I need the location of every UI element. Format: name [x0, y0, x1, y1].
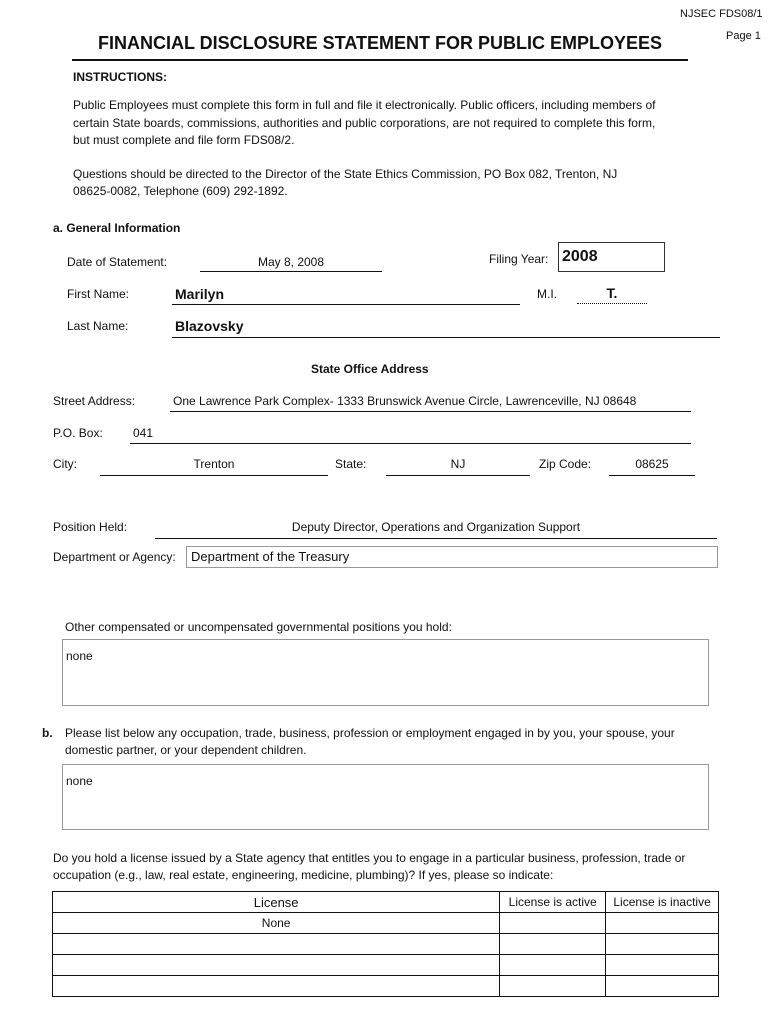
instructions-para1-line1: Public Employees must complete this form in full and file it electronically. Public officers, including members of: [73, 98, 656, 112]
instructions-para1-line3: but must complete and file form FDS08/2.: [73, 133, 295, 147]
form-id: NJSEC FDS08/1: [680, 8, 763, 20]
other-positions-label: Other compensated or uncompensated governmental positions you hold:: [65, 620, 452, 634]
filing-year-label: Filing Year:: [489, 252, 549, 266]
license-active-cell[interactable]: [500, 955, 606, 976]
table-row: [53, 934, 719, 955]
department-field[interactable]: Department of the Treasury: [186, 546, 718, 568]
position-field[interactable]: Deputy Director, Operations and Organization Support: [155, 519, 717, 539]
page-number: Page 1: [726, 30, 761, 42]
instructions-para1-line2: certain State boards, commissions, authorities and public corporations, are not required to complete this form,: [73, 116, 656, 130]
instructions-heading: INSTRUCTIONS:: [73, 70, 167, 84]
license-active-header: License is active: [500, 892, 606, 913]
table-row: [53, 913, 719, 934]
section-b-marker: b.: [42, 726, 53, 740]
po-box-label: P.O. Box:: [53, 426, 103, 440]
instructions-para2-line2: 08625-0082, Telephone (609) 292-1892.: [73, 184, 288, 198]
city-field[interactable]: Trenton: [100, 456, 328, 476]
occupation-field[interactable]: none: [62, 764, 709, 830]
license-cell[interactable]: [53, 934, 500, 955]
department-label: Department or Agency:: [53, 550, 176, 564]
zip-label: Zip Code:: [539, 457, 592, 471]
street-field[interactable]: One Lawrence Park Complex- 1333 Brunswick Avenue Circle, Lawrenceville, NJ 08648: [170, 393, 691, 412]
license-inactive-cell[interactable]: [606, 934, 719, 955]
license-inactive-cell[interactable]: [606, 955, 719, 976]
license-question-line1: Do you hold a license issued by a State agency that entitles you to engage in a particular business, profession, trade or: [53, 851, 686, 865]
first-name-label: First Name:: [67, 287, 130, 301]
instructions-para2-line1: Questions should be directed to the Director of the State Ethics Commission, PO Box 082, Trenton, NJ: [73, 167, 618, 181]
zip-field[interactable]: 08625: [609, 456, 695, 476]
license-cell[interactable]: None: [53, 913, 500, 934]
license-table-header: [53, 892, 719, 913]
first-name-field[interactable]: Marilyn: [172, 285, 520, 305]
license-inactive-header: License is inactive: [606, 892, 719, 913]
position-label: Position Held:: [53, 520, 128, 534]
table-row: [53, 955, 719, 976]
license-active-cell[interactable]: [500, 976, 606, 997]
street-label: Street Address:: [53, 394, 136, 408]
filing-year-field[interactable]: 2008: [558, 242, 665, 272]
form-title: FINANCIAL DISCLOSURE STATEMENT FOR PUBLIC EMPLOYEES: [72, 32, 688, 61]
last-name-field[interactable]: Blazovsky: [172, 317, 720, 338]
last-name-label: Last Name:: [67, 319, 129, 333]
mi-field[interactable]: T.: [577, 284, 647, 304]
table-row: [53, 976, 719, 997]
state-label: State:: [335, 457, 367, 471]
license-header: License: [53, 892, 500, 913]
license-active-cell[interactable]: [500, 934, 606, 955]
state-field[interactable]: NJ: [386, 456, 530, 476]
license-inactive-cell[interactable]: [606, 976, 719, 997]
license-active-cell[interactable]: [500, 913, 606, 934]
po-box-field[interactable]: 041: [130, 425, 691, 444]
section-a-heading: a. General Information: [53, 221, 181, 235]
date-field[interactable]: May 8, 2008: [200, 254, 382, 272]
occupation-prompt-line2: domestic partner, or your dependent children.: [65, 743, 307, 757]
mi-label: M.I.: [537, 287, 557, 301]
license-cell[interactable]: [53, 976, 500, 997]
occupation-prompt-line1: Please list below any occupation, trade, business, profession or employment engaged in by you, your spouse, your: [65, 726, 675, 740]
address-heading: State Office Address: [311, 362, 429, 376]
license-table: [52, 891, 719, 997]
license-question-line2: occupation (e.g., law, real estate, engineering, medicine, plumbing)? If yes, please so indicate:: [53, 868, 554, 882]
license-inactive-cell[interactable]: [606, 913, 719, 934]
license-cell[interactable]: [53, 955, 500, 976]
other-positions-field[interactable]: none: [62, 639, 709, 706]
city-label: City:: [53, 457, 77, 471]
date-label: Date of Statement:: [67, 255, 168, 269]
